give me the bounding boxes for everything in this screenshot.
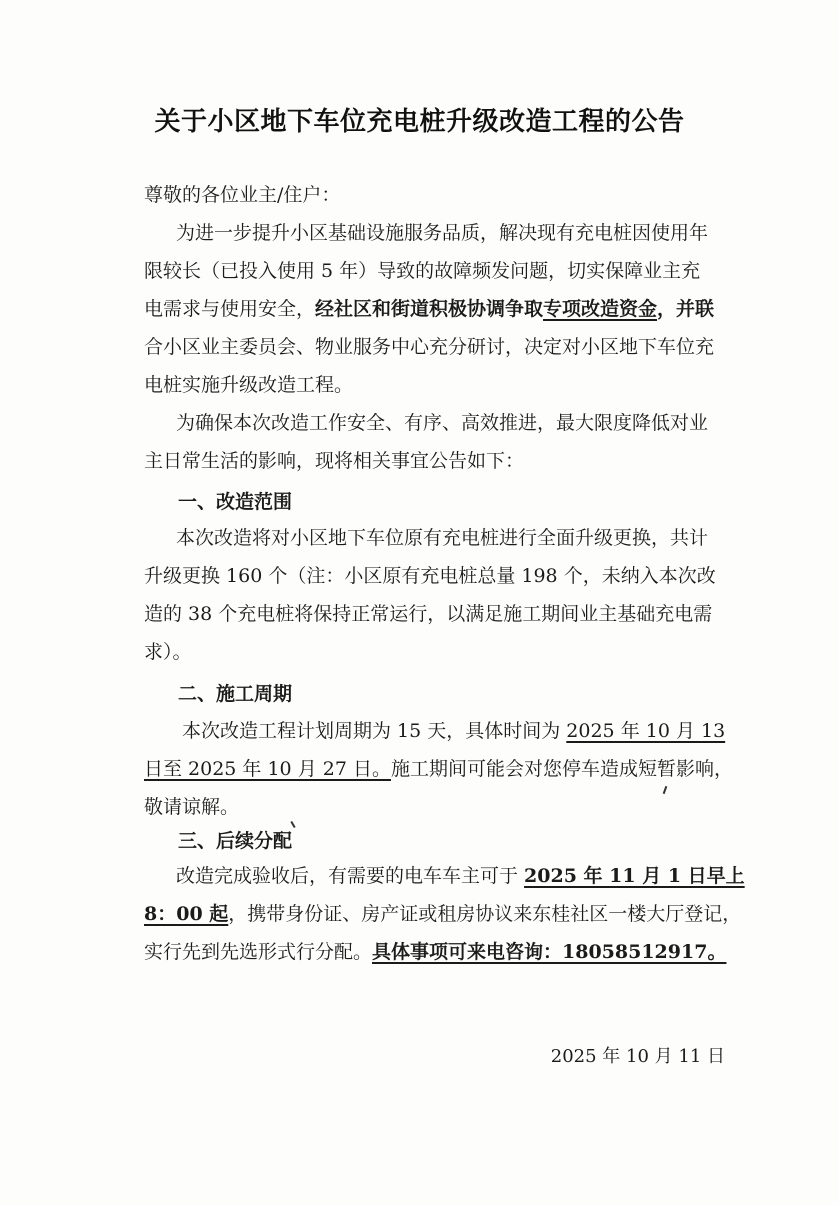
s2-line-1-a: 本次改造工程计划周期为 15 天，具体时间为 [182,720,567,742]
s3-line-2 [144,899,741,926]
special-fund-text: 专项改造资金 [543,298,658,320]
registration-time: 8：00 起 [144,903,229,925]
s3-line-1 [176,861,745,888]
s2-line-2 [144,754,733,781]
p2-line-1: 为确保本次改造工作安全、有序、高效推进，最大限度降低对业 [176,412,709,434]
p2-line-2: 主日常生活的影响，现将相关事宜公告如下： [144,450,525,472]
notice-date: 2025 年 10 月 11 日 [550,1046,725,1067]
s3-line-1-a: 改造完成验收后，有需要的电车车主可于 [176,865,525,887]
s3-line-3-a: 实行先到先选形式行分配。 [144,941,373,963]
s3-line-3 [144,937,726,964]
p1-line-3-b: 经社区和街道积极协调争取 [315,298,544,320]
section-3-heading: 三、后续分配 [178,830,293,852]
registration-date: 2025 年 11 月 1 日早上 [524,865,745,887]
section-1-heading: 一、改造范围 [178,491,293,513]
p1-line-3 [144,294,714,321]
contact-phone: 具体事项可来电咨询：18058512917。 [372,941,727,963]
section-2-heading: 二、施工周期 [178,683,293,705]
notice-title: 关于小区地下车位充电桩升级改造工程的公告 [154,107,685,137]
construction-start-date: 2025 年 10 月 13 [566,720,726,742]
p1-line-5: 电桩实施升级改造工程。 [144,374,354,396]
s3-line-2-b: ，携带身份证、房产证或租房协议来东桂社区一楼大厅登记， [228,903,742,925]
s1-line-4: 求）。 [144,641,192,663]
s1-line-3: 造的 38 个充电桩将保持正常运行，以满足施工期间业主基础充电需 [144,603,713,625]
pen-mark [663,786,668,794]
p1-line-4: 合小区业主委员会、物业服务中心充分研讨，决定对小区地下车位充 [144,336,715,358]
p1-line-3-a: 电需求与使用安全， [144,298,316,320]
construction-end-date: 日至 2025 年 10 月 27 日。 [144,758,391,780]
p1-line-1: 为进一步提升小区基础设施服务品质，解决现有充电桩因使用年 [176,222,709,244]
s1-line-1: 本次改造将对小区地下车位原有充电桩进行全面升级更换，共计 [176,527,709,549]
s2-line-2-b: 施工期间可能会对您停车造成短暂影响， [390,758,733,780]
s2-line-1 [182,716,725,743]
s1-line-2: 升级更换 160 个（注：小区原有充电桩总量 198 个，未纳入本次改 [144,565,716,587]
p1-line-3-d: ，并联 [657,298,715,320]
p1-line-2: 限较长（已投入使用 5 年）导致的故障频发问题，切实保障业主充 [144,260,701,282]
s2-line-3: 敬请谅解。 [144,796,240,818]
salutation: 尊敬的各位业主/住户： [144,184,341,206]
